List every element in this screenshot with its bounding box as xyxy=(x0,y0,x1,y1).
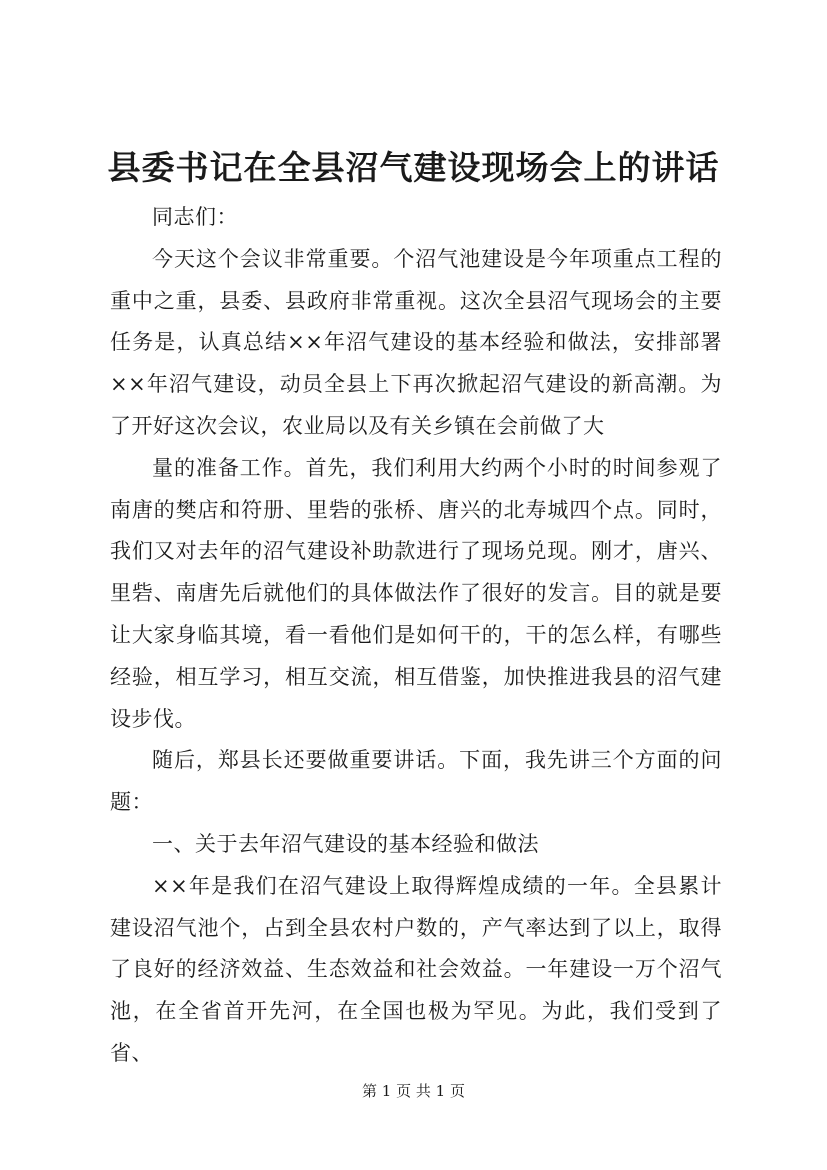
page-number-footer: 第 1 页 共 1 页 xyxy=(362,1082,465,1100)
paragraph-intro: 今天这个会议非常重要。个沼气池建设是今年项重点工程的重中之重，县委、县政府非常重视。这次全县沼气现场会的主要任务是，认真总结××年沼气建设的基本经验和做法，安排部署××年沼气建设，动员全县上下再次掀起沼气建设的新高潮。为了开好这次会议，农业局以及有关乡镇在会前做了大 xyxy=(110,246,722,438)
paragraph-agenda: 随后，郑县长还要做重要讲话。下面，我先讲三个方面的问题： xyxy=(110,748,722,815)
document-body xyxy=(110,197,722,1075)
section-heading-1: 一、关于去年沼气建设的基本经验和做法 xyxy=(152,831,539,856)
paragraph-achievements: ××年是我们在沼气建设上取得辉煌成绩的一年。全县累计建设沼气池个，占到全县农村户数的，产气率达到了以上，取得了良好的经济效益、生态效益和社会效益。一年建设一万个沼气池，在全省首开先河，在全国也极为罕见。为此，我们受到了省、 xyxy=(110,873,722,1065)
paragraph-preparation: 量的准备工作。首先，我们利用大约两个小时的时间参观了南唐的樊店和符册、里砦的张桥、唐兴的北寿城四个点。同时，我们又对去年的沼气建设补助款进行了现场兑现。刚才，唐兴、里砦、南唐先后就他们的具体做法作了很好的发言。目的就是要让大家身临其境，看一看他们是如何干的，干的怎么样，有哪些经验，相互学习，相互交流，相互借鉴，加快推进我县的沼气建设步伐。 xyxy=(110,455,722,731)
paragraph-salutation: 同志们： xyxy=(152,205,238,229)
document-title: 县委书记在全县沼气建设现场会上的讲话 xyxy=(107,148,720,187)
